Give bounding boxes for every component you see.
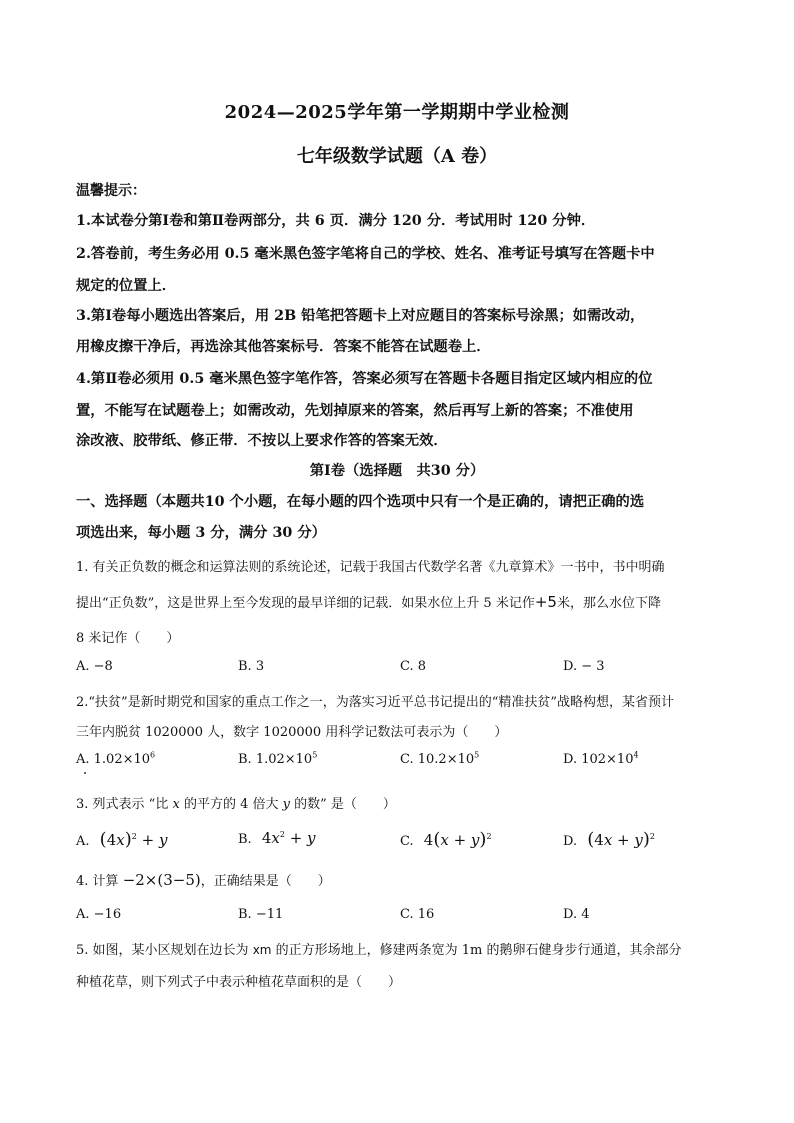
- q4-stem-a: 4. 计算: [76, 874, 119, 889]
- notice-line-2: 2.答卷前，考生务必用 0.5 毫米黑色签字笔将自己的学校、姓名、准考证号填写在答题卡中: [76, 246, 655, 262]
- q1-option-c[interactable]: C. 8: [400, 659, 427, 674]
- q4-stem: [76, 870, 331, 889]
- q5-line-1-a: 5. 如图，某小区规划在边长为: [76, 943, 249, 958]
- notice-line-6: 4.第Ⅱ卷必须用 0.5 毫米黑色签字笔作答，答案必须写在答题卡各题目指定区域内相应的位: [76, 371, 653, 387]
- q2-option-d[interactable]: [563, 752, 639, 767]
- exam-title: 2024—2025学年第一学期期中学业检测: [224, 102, 570, 123]
- notice-line-1: 1.本试卷分第Ⅰ卷和第Ⅱ卷两部分，共 6 页．满分 120 分．考试用时 120 分钟．: [76, 213, 596, 229]
- q1-option-b[interactable]: B. 3: [238, 659, 265, 674]
- q2-option-a[interactable]: [76, 752, 155, 767]
- q1-line-2-text: 提出“正负数”，这是世界上至今发现的最早详细的记载．如果水位上升 5 米记作: [76, 596, 535, 611]
- q4-option-b[interactable]: B. −11: [238, 907, 284, 922]
- notice-line-3: 规定的位置上．: [76, 278, 177, 294]
- q3-option-d-label: D.: [563, 834, 578, 849]
- q2-option-b[interactable]: [238, 752, 317, 767]
- q1-math-plus5: +5: [534, 593, 557, 611]
- q2-option-c-label: C. 10.2×10: [400, 752, 475, 767]
- q5-line-1-b: 的正方形场地上，修建两条宽为 1m 的鹅卵石健身步行通道，其余部分: [275, 943, 682, 958]
- q3-stem-b: 的平方的 4 倍大: [183, 797, 279, 812]
- q3-option-b-expr: $4x^2 + y$: [261, 829, 316, 847]
- notice-heading: 温馨提示：: [76, 183, 146, 199]
- notice-line-8: 涂改液、胶带纸、修正带．不按以上要求作答的答案无效．: [76, 433, 448, 449]
- q1-line-1: 1. 有关正负数的概念和运算法则的系统论述，记载于我国古代数学名著《九章算术》一书中，书中明确: [76, 560, 665, 575]
- q3-option-c-expr: $4(x + y)^2$: [423, 829, 492, 850]
- section-heading-2: 项选出来，每小题 3 分，满分 30 分）: [76, 525, 326, 541]
- q2-option-d-exp: 4: [633, 750, 639, 760]
- q3-option-a[interactable]: [76, 829, 167, 850]
- stray-dot: [84, 772, 86, 774]
- q3-option-a-expr: $(4x)^2 + y$: [99, 829, 168, 850]
- notice-line-7: 置，不能写在试题卷上；如需改动，先划掉原来的答案，然后再写上新的答案；不准使用: [76, 403, 634, 419]
- q5-unit: xm: [252, 943, 272, 957]
- q4-option-c[interactable]: C. 16: [400, 907, 435, 922]
- q1-line-3: 8 米记作（ ）: [76, 631, 180, 646]
- q2-option-a-exp: 6: [150, 750, 156, 760]
- q3-option-c-label: C.: [400, 834, 414, 849]
- q4-option-a[interactable]: A. −16: [76, 907, 122, 922]
- q3-var-x: x: [172, 797, 180, 812]
- notice-line-5: 用橡皮擦干净后，再选涂其他答案标号．答案不能答在试题卷上．: [76, 339, 491, 355]
- q5-line-2: 种植花草，则下列式子中表示种植花草面积的是（ ）: [76, 975, 402, 990]
- q2-option-b-label: B. 1.02×10: [238, 752, 313, 767]
- q3-stem-c: 的数” 是（ ）: [294, 797, 396, 812]
- q1-line-2: [76, 592, 661, 611]
- q4-expr: −2×(3−5): [122, 871, 201, 889]
- q3-option-b-label: B.: [238, 832, 252, 847]
- q2-line-1: 2.“扶贫”是新时期党和国家的重点工作之一，为落实习近平总书记提出的“精准扶贫”战略构想，某省预计: [76, 695, 674, 710]
- q1-option-d[interactable]: D. − 3: [563, 659, 605, 674]
- q3-option-b[interactable]: [238, 829, 316, 847]
- q1-line-2-tail: 米，那么水位下降: [556, 596, 661, 611]
- exam-subtitle: 七年级数学试题（A 卷）: [296, 146, 498, 167]
- q3-stem: [76, 793, 396, 812]
- q2-option-a-label: A. 1.02×10: [76, 752, 151, 767]
- section-heading-1: 一、选择题（本题共10 个小题，在每小题的四个选项中只有一个是正确的，请把正确的选: [76, 494, 645, 510]
- q3-var-y: y: [282, 797, 290, 812]
- q2-option-b-exp: 5: [312, 750, 318, 760]
- q1-option-a[interactable]: A. −8: [76, 659, 113, 674]
- q3-stem-a: 3. 列式表示 “比: [76, 797, 169, 812]
- part1-title: 第Ⅰ卷（选择题 共30 分）: [309, 463, 485, 479]
- q3-option-d-expr: $(4x + y)^2$: [587, 829, 655, 850]
- q4-stem-b: ，正确结果是（ ）: [200, 874, 331, 889]
- q4-option-d[interactable]: D. 4: [563, 907, 590, 922]
- notice-line-4: 3.第Ⅰ卷每小题选出答案后，用 2B 铅笔把答题卡上对应题目的答案标号涂黑；如需改动，: [76, 308, 645, 324]
- q3-option-d[interactable]: [563, 829, 655, 850]
- q3-option-a-label: A.: [76, 834, 90, 849]
- q2-line-2: 三年内脱贫 1020000 人，数字 1020000 用科学记数法可表示为（ ）: [76, 725, 508, 740]
- q3-option-c[interactable]: [400, 829, 492, 850]
- q5-line-1: [76, 939, 682, 958]
- q2-option-d-label: D. 102×10: [563, 752, 634, 767]
- q2-option-c[interactable]: [400, 752, 479, 767]
- q2-option-c-exp: 5: [474, 750, 480, 760]
